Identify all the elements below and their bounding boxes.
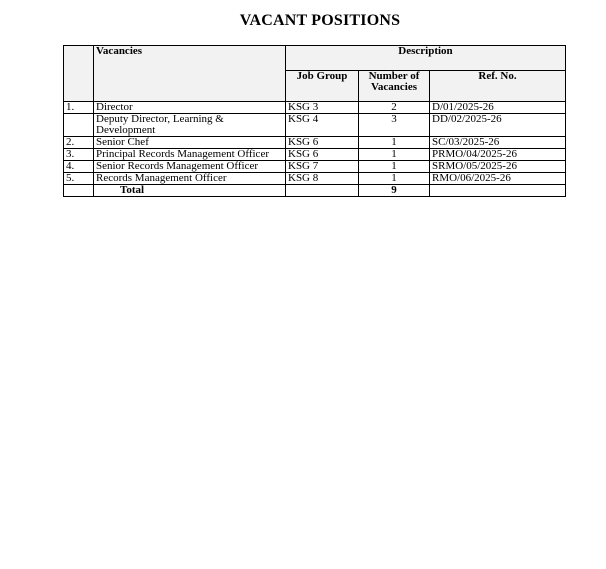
total-row	[64, 185, 566, 197]
header-number-cell	[64, 46, 94, 102]
row-vacancies: 1	[359, 149, 430, 161]
row-vacancies: 1	[359, 161, 430, 173]
total-ref-cell	[430, 185, 566, 197]
row-job-group: KSG 6	[286, 137, 359, 149]
row-job-group: KSG 4	[286, 114, 359, 137]
row-number	[64, 114, 94, 137]
row-ref-no: DD/02/2025-26	[430, 114, 566, 137]
total-number-cell	[64, 185, 94, 197]
header-job-group: Job Group	[286, 71, 359, 102]
row-position: Deputy Director, Learning & Development	[94, 114, 286, 137]
row-job-group: KSG 7	[286, 161, 359, 173]
row-position: Principal Records Management Officer	[94, 149, 286, 161]
row-ref-no: SC/03/2025-26	[430, 137, 566, 149]
row-vacancies: 3	[359, 114, 430, 137]
table-row	[64, 102, 566, 114]
row-job-group: KSG 8	[286, 173, 359, 185]
header-number-of-vacancies: Number of Vacancies	[359, 71, 430, 102]
row-ref-no: D/01/2025-26	[430, 102, 566, 114]
row-ref-no: RMO/06/2025-26	[430, 173, 566, 185]
table-row	[64, 173, 566, 185]
table-row	[64, 161, 566, 173]
row-position: Senior Chef	[94, 137, 286, 149]
total-job-group-cell	[286, 185, 359, 197]
vacancies-table	[63, 45, 566, 197]
total-label: Total	[94, 185, 286, 197]
row-vacancies: 1	[359, 137, 430, 149]
row-number: 3.	[64, 149, 94, 161]
row-ref-no: PRMO/04/2025-26	[430, 149, 566, 161]
row-number: 4.	[64, 161, 94, 173]
row-vacancies: 1	[359, 173, 430, 185]
row-job-group: KSG 3	[286, 102, 359, 114]
total-value: 9	[359, 185, 430, 197]
row-number: 5.	[64, 173, 94, 185]
header-vacancies: Vacancies	[94, 46, 286, 102]
header-description: Description	[286, 46, 566, 71]
page-title: VACANT POSITIONS	[239, 12, 401, 29]
row-position: Senior Records Management Officer	[94, 161, 286, 173]
row-ref-no: SRMO/05/2025-26	[430, 161, 566, 173]
row-position: Director	[94, 102, 286, 114]
row-number: 2.	[64, 137, 94, 149]
header-ref-no: Ref. No.	[430, 71, 566, 102]
table-row	[64, 114, 566, 137]
row-vacancies: 2	[359, 102, 430, 114]
row-position: Records Management Officer	[94, 173, 286, 185]
table-row	[64, 137, 566, 149]
table-row	[64, 149, 566, 161]
row-number: 1.	[64, 102, 94, 114]
row-job-group: KSG 6	[286, 149, 359, 161]
